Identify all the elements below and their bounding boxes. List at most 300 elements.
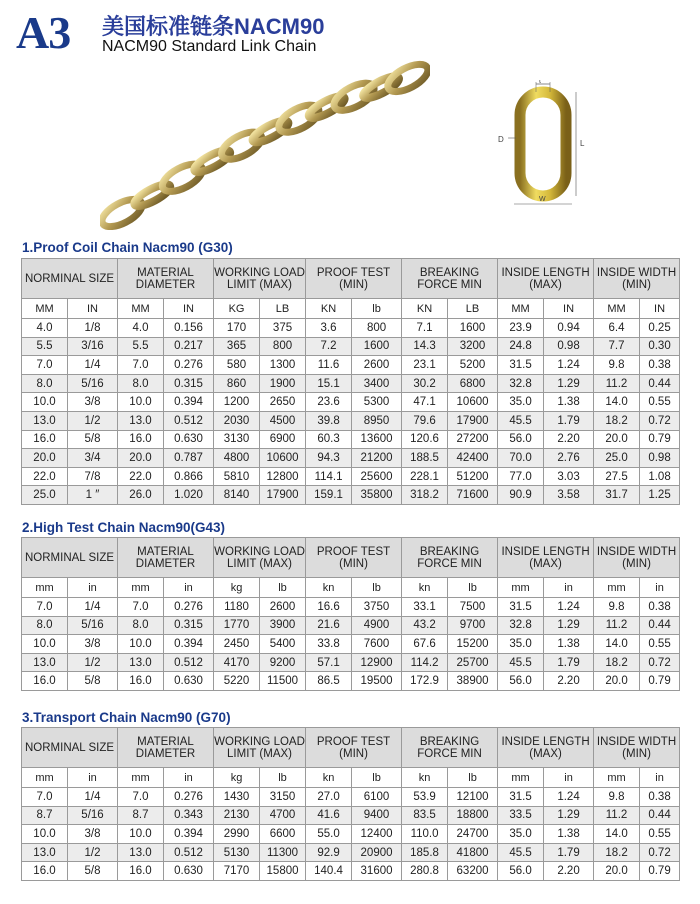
unit-header: in [640, 578, 680, 598]
diagram-label-d: D [498, 135, 504, 144]
diagram-label-w: W [539, 196, 546, 203]
table-cell: 15800 [260, 862, 306, 881]
header-title-en: NACM90 Standard Link Chain [102, 38, 317, 55]
table-cell: 47.1 [402, 393, 448, 412]
table-cell: 16.0 [22, 430, 68, 449]
table-row [22, 374, 680, 393]
table-cell: 0.44 [640, 806, 680, 825]
unit-header: lb [448, 578, 498, 598]
table-cell: 41.6 [306, 806, 352, 825]
table-cell: 20.0 [594, 430, 640, 449]
group-header: MATERIAL DIAMETER [118, 728, 214, 768]
unit-header: MM [22, 299, 68, 319]
table-cell: 1180 [214, 598, 260, 617]
table-cell: 1900 [260, 374, 306, 393]
table-cell: 7.0 [118, 598, 164, 617]
table-cell: 1/2 [68, 653, 118, 672]
table-cell: 19500 [352, 672, 402, 691]
table-cell: 13600 [352, 430, 402, 449]
table-cell: 20.0 [118, 449, 164, 468]
table-cell: 42400 [448, 449, 498, 468]
table-cell: 1.08 [640, 467, 680, 486]
group-header: BREAKING FORCE MIN [402, 259, 498, 299]
table-cell: 90.9 [498, 486, 544, 505]
table-cell: 0.94 [544, 319, 594, 338]
table-cell: 170 [214, 319, 260, 338]
table-row [22, 430, 680, 449]
unit-header: LB [448, 299, 498, 319]
table-cell: 4170 [214, 653, 260, 672]
table-cell: 0.343 [164, 806, 214, 825]
table-row [22, 319, 680, 338]
unit-header: MM [594, 299, 640, 319]
table-cell: 7.0 [118, 788, 164, 807]
table-cell: 2.76 [544, 449, 594, 468]
table-cell: 32.8 [498, 374, 544, 393]
table-cell: 8.7 [118, 806, 164, 825]
table-cell: 23.6 [306, 393, 352, 412]
group-header: WORKING LOAD LIMIT (MAX) [214, 259, 306, 299]
table-cell: 7170 [214, 862, 260, 881]
table-cell: 4500 [260, 411, 306, 430]
link-diagram [488, 80, 598, 210]
group-header: INSIDE WIDTH (MIN) [594, 259, 680, 299]
unit-header: mm [498, 578, 544, 598]
table-cell: 30.2 [402, 374, 448, 393]
table-cell: 18.2 [594, 843, 640, 862]
table-cell: 12100 [448, 788, 498, 807]
group-header: MATERIAL DIAMETER [118, 538, 214, 578]
table-cell: 13.0 [118, 411, 164, 430]
table-cell: 31.5 [498, 598, 544, 617]
table-cell: 5/8 [68, 672, 118, 691]
table-cell: 0.72 [640, 843, 680, 862]
table-cell: 0.55 [640, 393, 680, 412]
table-cell: 31.5 [498, 788, 544, 807]
table-cell: 21200 [352, 449, 402, 468]
table-cell: 25.0 [22, 486, 68, 505]
table-cell: 1.38 [544, 825, 594, 844]
table-cell: 1.020 [164, 486, 214, 505]
table-cell: 1.25 [640, 486, 680, 505]
table-cell: 25600 [352, 467, 402, 486]
table-cell: 32.8 [498, 616, 544, 635]
table-row [22, 616, 680, 635]
table-cell: 51200 [448, 467, 498, 486]
table-cell: 1.38 [544, 393, 594, 412]
table-cell: 35.0 [498, 393, 544, 412]
table-cell: 56.0 [498, 430, 544, 449]
chain-link [384, 59, 430, 97]
table-cell: 31.5 [498, 356, 544, 375]
table-cell: 5/8 [68, 862, 118, 881]
unit-header: KN [402, 299, 448, 319]
table-cell: 10.0 [22, 825, 68, 844]
table-cell: 3.6 [306, 319, 352, 338]
table-cell: 25700 [448, 653, 498, 672]
table-cell: 22.0 [118, 467, 164, 486]
table-cell: 0.38 [640, 788, 680, 807]
table-cell: 10600 [448, 393, 498, 412]
table-cell: 14.3 [402, 337, 448, 356]
table-cell: 2990 [214, 825, 260, 844]
table-cell: 22.0 [22, 467, 68, 486]
table-cell: 7.1 [402, 319, 448, 338]
diagram-label-l: L [580, 139, 585, 148]
unit-header: IN [68, 299, 118, 319]
table-cell: 10.0 [22, 393, 68, 412]
table-cell: 8950 [352, 411, 402, 430]
table-cell: 45.5 [498, 411, 544, 430]
table-cell: 1770 [214, 616, 260, 635]
table-cell: 16.0 [118, 862, 164, 881]
chain-photo [100, 55, 430, 230]
table-row [22, 635, 680, 654]
section-title-1: 1.Proof Coil Chain Nacm90 (G30) [22, 240, 233, 255]
unit-header: KG [214, 299, 260, 319]
unit-header: kn [306, 578, 352, 598]
table-cell: 1430 [214, 788, 260, 807]
unit-header: kg [214, 578, 260, 598]
table-cell: 0.55 [640, 635, 680, 654]
table-cell: 228.1 [402, 467, 448, 486]
table-cell: 17900 [448, 411, 498, 430]
table-cell: 27200 [448, 430, 498, 449]
table-cell: 0.315 [164, 616, 214, 635]
table-cell: 1.24 [544, 356, 594, 375]
table-cell: 16.0 [118, 430, 164, 449]
table-cell: 365 [214, 337, 260, 356]
table-cell: 33.5 [498, 806, 544, 825]
table-row [22, 337, 680, 356]
table-cell: 0.512 [164, 843, 214, 862]
table-cell: 18800 [448, 806, 498, 825]
table-cell: 3/8 [68, 393, 118, 412]
table-cell: 9200 [260, 653, 306, 672]
group-header: BREAKING FORCE MIN [402, 728, 498, 768]
table-cell: 60.3 [306, 430, 352, 449]
table-row [22, 356, 680, 375]
unit-header: in [640, 768, 680, 788]
table-cell: 11.2 [594, 374, 640, 393]
table-cell: 27.0 [306, 788, 352, 807]
table-cell: 7.0 [118, 356, 164, 375]
group-header: NORMINAL SIZE [22, 259, 118, 299]
table-cell: 14.0 [594, 825, 640, 844]
table-cell: 3750 [352, 598, 402, 617]
table-cell: 13.0 [22, 411, 68, 430]
table-cell: 20900 [352, 843, 402, 862]
unit-header: LB [260, 299, 306, 319]
group-header: WORKING LOAD LIMIT (MAX) [214, 538, 306, 578]
unit-header: KN [306, 299, 352, 319]
table-cell: 12400 [352, 825, 402, 844]
table-cell: 9.8 [594, 356, 640, 375]
table-cell: 3/4 [68, 449, 118, 468]
table-cell: 0.72 [640, 411, 680, 430]
table-cell: 7.0 [22, 788, 68, 807]
table-cell: 9.8 [594, 788, 640, 807]
table-cell: 3150 [260, 788, 306, 807]
unit-header: lb [352, 768, 402, 788]
table-cell: 0.512 [164, 653, 214, 672]
table-cell: 1200 [214, 393, 260, 412]
table-cell: 9400 [352, 806, 402, 825]
table-cell: 1/2 [68, 843, 118, 862]
table-cell: 114.2 [402, 653, 448, 672]
unit-header: lb [448, 768, 498, 788]
table-cell: 114.1 [306, 467, 352, 486]
table-cell: 1.79 [544, 843, 594, 862]
table-cell: 280.8 [402, 862, 448, 881]
table-cell: 110.0 [402, 825, 448, 844]
table-cell: 57.1 [306, 653, 352, 672]
table-cell: 70.0 [498, 449, 544, 468]
table-cell: 56.0 [498, 862, 544, 881]
unit-header: IN [164, 299, 214, 319]
table-row [22, 486, 680, 505]
table-cell: 10.0 [118, 825, 164, 844]
table-cell: 71600 [448, 486, 498, 505]
unit-header: MM [498, 299, 544, 319]
table-cell: 10.0 [22, 635, 68, 654]
table-cell: 5810 [214, 467, 260, 486]
unit-header: kn [402, 578, 448, 598]
table-cell: 2.20 [544, 672, 594, 691]
table-cell: 26.0 [118, 486, 164, 505]
table-cell: 1.29 [544, 374, 594, 393]
table-cell: 15200 [448, 635, 498, 654]
table-cell: 0.98 [544, 337, 594, 356]
group-header: INSIDE LENGTH (MAX) [498, 538, 594, 578]
table-cell: 0.394 [164, 825, 214, 844]
unit-header: mm [498, 768, 544, 788]
unit-header: in [544, 578, 594, 598]
unit-header: lb [260, 578, 306, 598]
table-row [22, 598, 680, 617]
unit-header: kn [306, 768, 352, 788]
table-cell: 5400 [260, 635, 306, 654]
table-cell: 188.5 [402, 449, 448, 468]
table-cell: 7.2 [306, 337, 352, 356]
table-row [22, 393, 680, 412]
table-cell: 11300 [260, 843, 306, 862]
table-cell: 140.4 [306, 862, 352, 881]
group-header: INSIDE LENGTH (MAX) [498, 728, 594, 768]
section-title-2: 2.High Test Chain Nacm90(G43) [22, 520, 226, 535]
table-cell: 16.0 [22, 672, 68, 691]
table-cell: 8.0 [22, 616, 68, 635]
table-cell: 4.0 [118, 319, 164, 338]
table-cell: 8.0 [22, 374, 68, 393]
table-cell: 56.0 [498, 672, 544, 691]
table-cell: 33.1 [402, 598, 448, 617]
unit-header: kn [402, 768, 448, 788]
unit-header: lb [352, 299, 402, 319]
table-cell: 580 [214, 356, 260, 375]
unit-header: in [164, 768, 214, 788]
table-cell: 24.8 [498, 337, 544, 356]
table-cell: 16.6 [306, 598, 352, 617]
table-cell: 10.0 [118, 635, 164, 654]
table-cell: 0.630 [164, 862, 214, 881]
table-cell: 6100 [352, 788, 402, 807]
table-cell: 0.630 [164, 672, 214, 691]
table-cell: 8.0 [118, 374, 164, 393]
unit-header: lb [260, 768, 306, 788]
table-cell: 318.2 [402, 486, 448, 505]
unit-header: kg [214, 768, 260, 788]
table-cell: 0.276 [164, 788, 214, 807]
table-cell: 35.0 [498, 825, 544, 844]
table-cell: 5.5 [22, 337, 68, 356]
table-cell: 3200 [448, 337, 498, 356]
table-cell: 5.5 [118, 337, 164, 356]
table-cell: 2450 [214, 635, 260, 654]
table-cell: 8.7 [22, 806, 68, 825]
table-cell: 0.79 [640, 430, 680, 449]
table-cell: 0.276 [164, 356, 214, 375]
table-cell: 12900 [352, 653, 402, 672]
table-cell: 0.276 [164, 598, 214, 617]
group-header: NORMINAL SIZE [22, 728, 118, 768]
group-header: BREAKING FORCE MIN [402, 538, 498, 578]
unit-header: in [164, 578, 214, 598]
table-cell: 1300 [260, 356, 306, 375]
table-cell: 5300 [352, 393, 402, 412]
table-cell: 1/8 [68, 319, 118, 338]
table-cell: 7/8 [68, 467, 118, 486]
table-cell: 15.1 [306, 374, 352, 393]
table-cell: 3/16 [68, 337, 118, 356]
table-cell: 3130 [214, 430, 260, 449]
table-cell: 8140 [214, 486, 260, 505]
table-cell: 860 [214, 374, 260, 393]
unit-header: in [544, 768, 594, 788]
table-row [22, 411, 680, 430]
high-test-table [21, 537, 680, 691]
table-cell: 3.58 [544, 486, 594, 505]
table-cell: 5200 [448, 356, 498, 375]
table-cell: 16.0 [22, 862, 68, 881]
table-cell: 16.0 [118, 672, 164, 691]
table-cell: 1.24 [544, 788, 594, 807]
unit-header: mm [118, 768, 164, 788]
table-cell: 41800 [448, 843, 498, 862]
table-cell: 23.1 [402, 356, 448, 375]
table-cell: 5/16 [68, 374, 118, 393]
unit-header: mm [594, 578, 640, 598]
table-cell: 20.0 [594, 862, 640, 881]
table-row [22, 843, 680, 862]
table-cell: 45.5 [498, 843, 544, 862]
header-title-cn: 美国标准链条NACM90 [102, 14, 325, 39]
table-cell: 1.79 [544, 653, 594, 672]
unit-header: in [68, 768, 118, 788]
table-cell: 23.9 [498, 319, 544, 338]
table-cell: 0.630 [164, 430, 214, 449]
table-cell: 0.787 [164, 449, 214, 468]
table-cell: 0.394 [164, 635, 214, 654]
group-header: PROOF TEST (MIN) [306, 259, 402, 299]
table-cell: 0.72 [640, 653, 680, 672]
table-cell: 2.20 [544, 430, 594, 449]
table-cell: 1.29 [544, 806, 594, 825]
table-cell: 2.20 [544, 862, 594, 881]
table-cell: 27.5 [594, 467, 640, 486]
table-cell: 31.7 [594, 486, 640, 505]
table-cell: 38900 [448, 672, 498, 691]
diagram-label-t: t [539, 80, 541, 85]
table-cell: 5/16 [68, 616, 118, 635]
table-cell: 7600 [352, 635, 402, 654]
group-header: WORKING LOAD LIMIT (MAX) [214, 728, 306, 768]
table-row [22, 788, 680, 807]
table-cell: 79.6 [402, 411, 448, 430]
table-cell: 39.8 [306, 411, 352, 430]
unit-header: mm [22, 768, 68, 788]
table-cell: 14.0 [594, 393, 640, 412]
unit-header: IN [640, 299, 680, 319]
table-cell: 1.29 [544, 616, 594, 635]
table-cell: 20.0 [22, 449, 68, 468]
table-cell: 11500 [260, 672, 306, 691]
table-cell: 7.0 [22, 598, 68, 617]
table-cell: 0.98 [640, 449, 680, 468]
table-cell: 11.2 [594, 806, 640, 825]
table-cell: 4800 [214, 449, 260, 468]
table-cell: 3400 [352, 374, 402, 393]
table-cell: 185.8 [402, 843, 448, 862]
table-cell: 67.6 [402, 635, 448, 654]
table-cell: 33.8 [306, 635, 352, 654]
table-cell: 10.0 [118, 393, 164, 412]
table-cell: 11.2 [594, 616, 640, 635]
table-cell: 2130 [214, 806, 260, 825]
table-cell: 0.156 [164, 319, 214, 338]
table-cell: 14.0 [594, 635, 640, 654]
table-cell: 7.7 [594, 337, 640, 356]
section-title-3: 3.Transport Chain Nacm90 (G70) [22, 710, 231, 725]
table-cell: 63200 [448, 862, 498, 881]
table-cell: 55.0 [306, 825, 352, 844]
unit-header: in [68, 578, 118, 598]
table-cell: 13.0 [22, 843, 68, 862]
table-cell: 6900 [260, 430, 306, 449]
table-cell: 4.0 [22, 319, 68, 338]
table-row [22, 449, 680, 468]
table-cell: 45.5 [498, 653, 544, 672]
table-cell: 0.38 [640, 598, 680, 617]
table-cell: 7.0 [22, 356, 68, 375]
group-header: MATERIAL DIAMETER [118, 259, 214, 299]
table-cell: 9700 [448, 616, 498, 635]
table-cell: 159.1 [306, 486, 352, 505]
table-cell: 2650 [260, 393, 306, 412]
table-cell: 1.79 [544, 411, 594, 430]
table-cell: 6.4 [594, 319, 640, 338]
table-cell: 77.0 [498, 467, 544, 486]
table-row [22, 862, 680, 881]
header-code: A3 [16, 7, 71, 58]
table-cell: 1.38 [544, 635, 594, 654]
table-cell: 92.9 [306, 843, 352, 862]
table-cell: 13.0 [118, 653, 164, 672]
table-cell: 0.44 [640, 374, 680, 393]
table-cell: 0.79 [640, 672, 680, 691]
table-cell: 1600 [448, 319, 498, 338]
table-cell: 11.6 [306, 356, 352, 375]
